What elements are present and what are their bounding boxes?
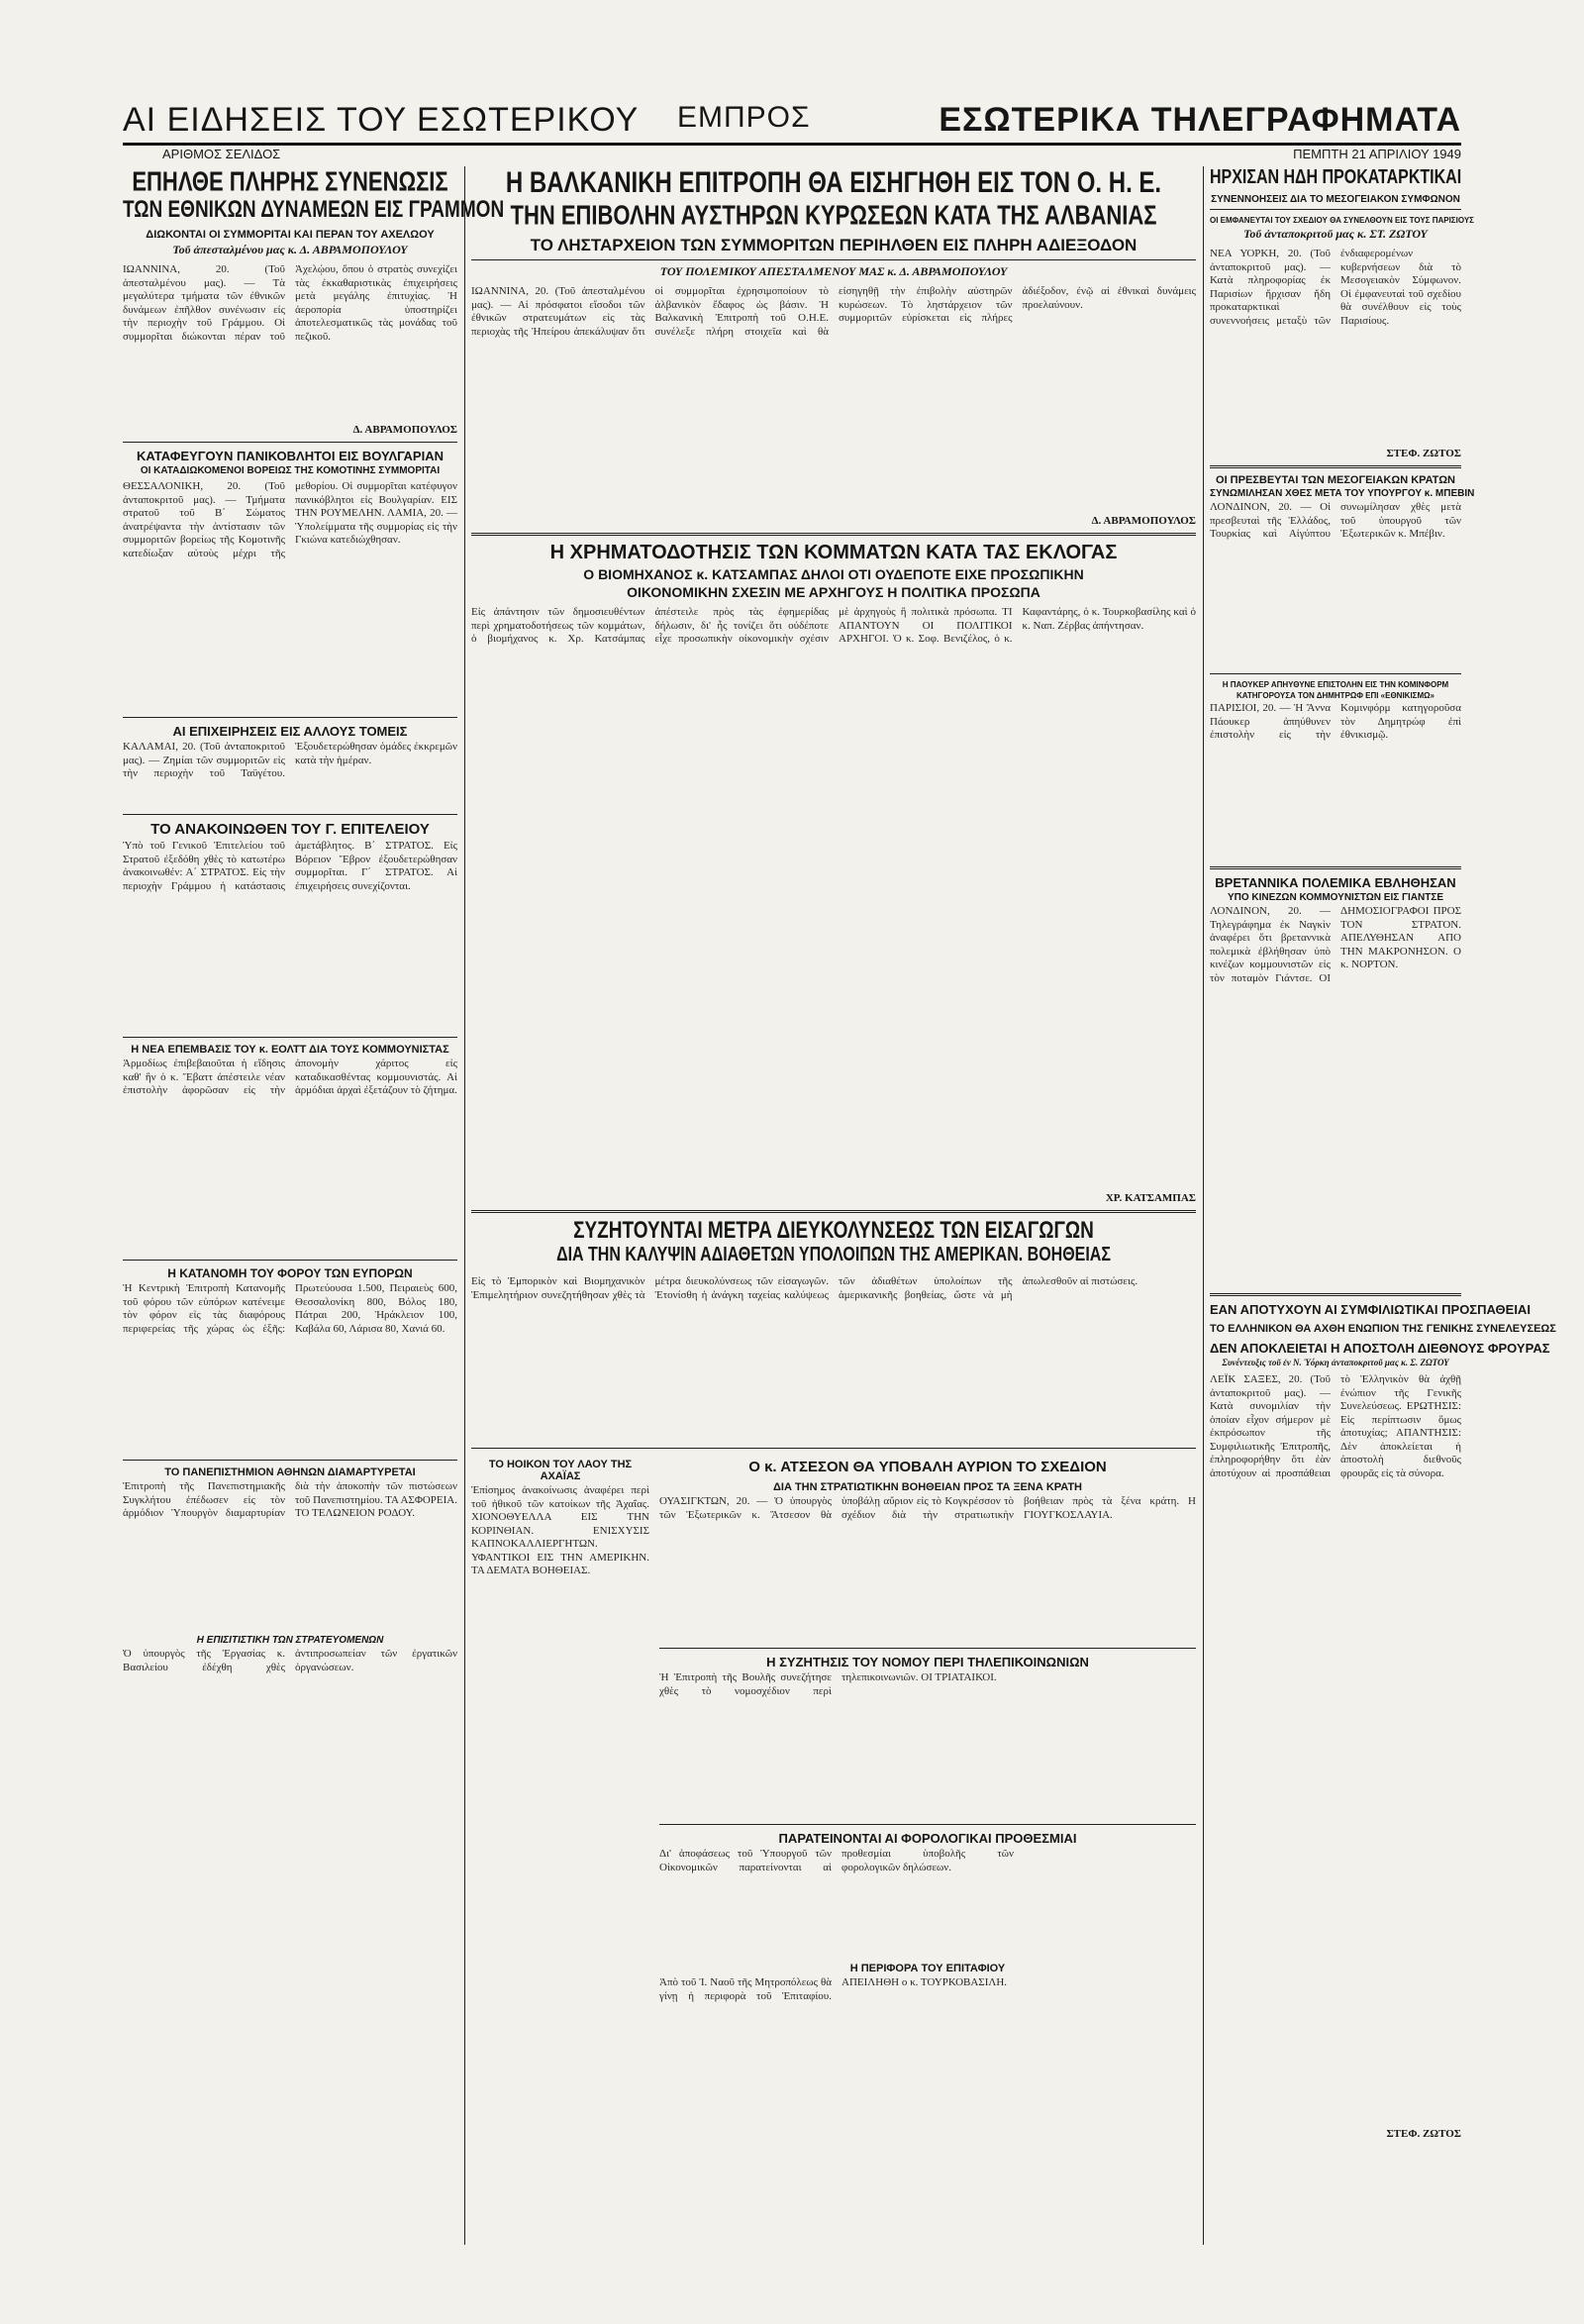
subhead: ΔΙΑ ΤΗΝ ΣΤΡΑΤΙΩΤΙΚΗΝ ΒΟΗΘΕΙΑΝ ΠΡΟΣ ΤΑ ΞΕΝΑ ΚΡΑΤΗ [772,1481,1082,1493]
divider [471,533,1196,536]
divider [123,442,457,443]
article-body: Ἡ Ἐπιτροπὴ τῆς Βουλῆς συνεζήτησε χθὲς τὸ νομοσχέδιον περὶ τηλεπικοινωνιῶν. ΟΙ ΤΡΙΑΤΑΙΚΟΙ. [659,1671,997,1697]
masthead-newspaper-name: ΕΜΠΡΟΣ [677,101,811,134]
headline: Η ΠΕΡΙΦΟΡΑ ΤΟΥ ΕΠΙΤΑΦΙΟΥ [849,1963,1006,1974]
article-body: ΛΟΝΔΙΝΟΝ, 20. — Τηλεγράφημα ἐκ Ναγκὶν ἀναφέρει ὅτι βρεταννικὰ πολεμικὰ ἐβλήθησαν ὑπὸ κινέζων κομμουνιστῶν εἰς τὸν ποταμὸν Γιάντσε. ΟΙ ΔΗΜΟΣΙΟΓΡΑΦΟΙ ΠΡΟΣ ΤΟΝ ΣΤΡΑΤΟΝ. ΑΠΕΛΥΘΗΣΑΝ ΑΠΟ ΤΗΝ ΜΑΚΡΟΝΗΣΟΝ. Ο κ. ΝΟΡΤΟΝ. [1210,905,1461,984]
article-body: Ἐπίσημος ἀνακοίνωσις ἀναφέρει περὶ τοῦ ἠθικοῦ τῶν κατοίκων τῆς Ἀχαΐας. ΧΙΟΝΟΘΥΕΛΛΑ ΕΙΣ ΤΗΝ ΚΟΡΙΝΘΙΑΝ. ΕΝΙΣΧΥΣΙΣ ΚΑΠΝΟΚΑΛΛΙΕΡΓΗΤΩΝ. ΥΦΑΝΤΙΚΟΙ ΕΙΣ ΤΗΝ ΑΜΕΡΙΚΗΝ. ΤΑ ΔΕΜΑΤΑ ΒΟΗΘΕΙΑΣ. [471,1484,649,1576]
headline: Η ΣΥΖΗΤΗΣΙΣ ΤΟΥ ΝΟΜΟΥ ΠΕΡΙ ΤΗΛΕΠΙΚΟΙΝΩΝΙΩΝ [766,1655,1089,1669]
signature: ΣΤΕΦ. ΖΩΤΟΣ [1386,2128,1461,2140]
divider [123,814,457,815]
headline: Η ΒΑΛΚΑΝΙΚΗ ΕΠΙΤΡΟΠΗ ΘΑ ΕΙΣΗΓΗΘΗ ΕΙΣ ΤΟΝ Ο. Η. Ε. [505,165,1162,200]
byline: Συνέντευξις τοῦ ἐν Ν. Ὑόρκη ἀνταποκριτοῦ μας κ. Σ. ΖΩΤΟΥ [1222,1358,1449,1367]
headline: ΕΑΝ ΑΠΟΤΥΧΟΥΝ ΑΙ ΣΥΜΦΙΛΙΩΤΙΚΑΙ ΠΡΟΣΠΑΘΕΙΑΙ [1210,1302,1531,1317]
headline: ΣΥΖΗΤΟΥΝΤΑΙ ΜΕΤΡΑ ΔΙΕΥΚΟΛΥΝΣΕΩΣ ΤΩΝ ΕΙΣΑΓΩΓΩΝ [573,1217,1094,1244]
subhead: ΔΙΩΚΟΝΤΑΙ ΟΙ ΣΥΜΜΟΡΙΤΑΙ ΚΑΙ ΠΕΡΑΝ ΤΟΥ ΑΧΕΛΩΟΥ [146,229,435,241]
subhead: ΤΟ ΛΗΣΤΑΡΧΕΙΟΝ ΤΩΝ ΣΥΜΜΟΡΙΤΩΝ ΠΕΡΙΗΛΘΕΝ ΕΙΣ ΠΛΗΡΗ ΑΔΙΕΞΟΔΟΝ [530,236,1138,254]
divider [123,717,457,718]
divider [659,1648,1196,1649]
article-body: ΛΟΝΔΙΝΟΝ, 20. — Οἱ πρεσβευταὶ τῆς Ἑλλάδος, Τουρκίας καὶ Αἰγύπτου συνωμίλησαν χθὲς μετὰ τοῦ ὑπουργοῦ τῶν Ἐξωτερικῶν κ. Μπέβιν. [1210,501,1461,540]
side-articles [471,1453,649,2078]
subhead: ΣΥΝΕΝΝΟΗΣΕΙΣ ΔΙΑ ΤΟ ΜΕΣΟΓΕΙΑΚΟΝ ΣΥΜΦΩΝΟΝ [1211,194,1460,205]
headline: ΒΡΕΤΑΝΝΙΚΑ ΠΟΛΕΜΙΚΑ ΕΒΛΗΘΗΣΑΝ [1215,875,1456,890]
article-body: ΝΕΑ ΥΟΡΚΗ, 20. (Τοῦ ἀνταποκριτοῦ μας). — Κατὰ πληροφορίας ἐκ Παρισίων ἤρχισαν ἤδη προκαταρκτικαὶ συνεννοήσεις μεταξὺ τῶν ἐνδιαφερομένων κυβερνήσεων διὰ τὸ Μεσογειακὸν Σύμφωνον. Οἱ ἐμφανευταὶ τοῦ σχεδίου θὰ συνέλθουν εἰς τοὺς Παρισίους. [1210,248,1461,327]
headline: ΗΡΧΙΣΑΝ ΗΔΗ ΠΡΟΚΑΤΑΡΚΤΙΚΑΙ [1210,166,1462,188]
article-body: Εἰς ἀπάντησιν τῶν δημοσιευθέντων περὶ χρηματοδοτήσεως τῶν κομμάτων, ὁ βιομήχανος κ. Χρ. Κατσάμπας ἀπέστειλε πρὸς τὰς ἐφημερίδας δήλωσιν, δι' ἧς τονίζει ὅτι οὐδέποτε εἶχε προσωπικὴν οἰκονομικὴν σχέσιν μὲ ἀρχηγοὺς ἢ πολιτικὰ πρόσωπα. ΤΙ ΑΠΑΝΤΟΥΝ ΟΙ ΠΟΛΙΤΙΚΟΙ ΑΡΧΗΓΟΙ. Ὁ κ. Σοφ. Βενιζέλος, ὁ κ. Καφαντάρης, ὁ κ. Τουρκοβασίλης καὶ ὁ κ. Ναπ. Ζέρβας ἀπήντησαν. [471,606,1196,645]
headline: Η ΚΑΤΑΝΟΜΗ ΤΟΥ ΦΟΡΟΥ ΤΩΝ ΕΥΠΟΡΩΝ [167,1266,413,1280]
byline: ΤΟΥ ΠΟΛΕΜΙΚΟΥ ΑΠΕΣΤΑΛΜΕΝΟΥ ΜΑΣ κ. Δ. ΑΒΡΑΜΟΠΟΥΛΟΥ [659,264,1008,278]
subhead: Η ΕΠΙΣΙΤΙΣΤΙΚΗ ΤΩΝ ΣΤΡΑΤΕΥΟΜΕΝΩΝ [196,1635,384,1646]
byline: Τοῦ ἀνταποκριτοῦ μας κ. ΣΤ. ΖΩΤΟΥ [1243,227,1428,241]
byline: Τοῦ ἀπεσταλμένου μας κ. Δ. ΑΒΡΑΜΟΠΟΥΛΟΥ [172,243,408,256]
masthead-section-title: ΑΙ ΕΙΔΗΣΕΙΣ ΤΟΥ ΕΣΩΤΕΡΙΚΟΥ [123,101,640,139]
divider [659,1824,1196,1825]
center-column [471,165,1196,2238]
article-body: Ἀρμοδίως ἐπιβεβαιοῦται ἡ εἴδησις καθ' ἣν ὁ κ. Ἔβαττ ἀπέστειλε νέαν ἐπιστολὴν ἀφορῶσαν εἰς τὴν ἀπονομὴν χάριτος εἰς καταδικασθέντας κομμουνιστάς. Αἱ ἁρμόδιαι ἀρχαὶ ἐξετάζουν τὸ ζήτημα. [123,1058,457,1096]
divider [1210,465,1461,468]
lower-center-block [471,1453,1196,2078]
headline: ΔΙΑ ΤΗΝ ΚΑΛΥΨΙΝ ΑΔΙΑΘΕΤΩΝ ΥΠΟΛΟΙΠΩΝ ΤΗΣ ΑΜΕΡΙΚΑΝ. ΒΟΗΘΕΙΑΣ [556,1244,1111,1265]
masthead-rule [123,143,1461,146]
divider [1210,1293,1461,1296]
article-body: ΙΩΑΝΝΙΝΑ, 20. (Τοῦ ἀπεσταλμένου μας). — Αἱ πρόσφατοι εἴσοδοι τῶν ἐθνικῶν στρατευμάτων εἰς τὰς περιοχὰς τῆς Ἠπείρου ἀπεκάλυψαν ὅτι οἱ συμμορῖται ἐχρησιμοποίουν τὸ ἀλβανικὸν ἔδαφος ὡς βάσιν. Ἡ Βαλκανικὴ Ἐπιτροπὴ τοῦ Ο.Η.Ε. συνέλεξε πλήρη στοιχεῖα καὶ θὰ εἰσηγηθῇ τὴν ἐπιβολὴν αὐστηρῶν κυρώσεων. Τὸ ληστάρχειον τῶν συμμοριτῶν εὑρίσκεται εἰς πλήρες ἀδιέξοδον, ἐνῷ αἱ ἐθνικαὶ δυνάμεις προελαύνουν. [471,285,1196,338]
divider [123,1460,457,1461]
subhead: ΟΙΚΟΝΟΜΙΚΗΝ ΣΧΕΣΙΝ ΜΕ ΑΡΧΗΓΟΥΣ Η ΠΟΛΙΤΙΚΑ ΠΡΟΣΩΠΑ [627,584,1040,600]
divider [471,1210,1196,1213]
headline: ΤΟ ΗΟΙΚΟΝ ΤΟΥ ΛΑΟΥ ΤΗΣ ΑΧΑΪΑΣ [488,1459,633,1482]
subhead: Ο ΒΙΟΜΗΧΑΝΟΣ κ. ΚΑΤΣΑΜΠΑΣ ΔΗΛΟΙ ΟΤΙ ΟΥΔΕΠΟΤΕ ΕΙΧΕ ΠΡΟΣΩΠΙΚΗΝ [583,566,1084,582]
article-body: ΛΕΪΚ ΣΑΞΕΣ, 20. (Τοῦ ἀνταποκριτοῦ μας). — Κατὰ συνομιλίαν τὴν ὁποίαν εἶχον σήμερον μὲ ἐκπρόσωπον τῆς Συμφιλιωτικῆς Ἐπιτροπῆς, ἐπληροφορήθην ὅτι ἐὰν ἀποτύχουν αἱ προσπάθειαι τὸ Ἑλληνικὸν θὰ ἀχθῇ ἐνώπιον τῆς Γενικῆς Συνελεύσεως. ΕΡΩΤΗΣΙΣ: Εἰς περίπτωσιν ὅμως ἀποτυχίας; ΑΠΑΝΤΗΣΙΣ: Δὲν ἀποκλείεται ἡ ἀποστολὴ διεθνοῦς φρουρᾶς εἰς τὰ σύνορα. [1210,1373,1461,1479]
divider [123,1037,457,1038]
article-body: Ἀπὸ τοῦ Ἱ. Ναοῦ τῆς Μητροπόλεως θὰ γίνῃ ἡ περιφορὰ τοῦ Ἐπιταφίου. ΑΠΕΙΛΗΘΗ ο κ. ΤΟΥΡΚΟΒΑΣΙΛΗ. [659,1976,1008,2002]
page-number-label: ΑΡΙΘΜΟΣ ΣΕΛΙΔΟΣ [162,147,281,161]
subhead: ΥΠΟ ΚΙΝΕΖΩΝ ΚΟΜΜΟΥΝΙΣΤΩΝ ΕΙΣ ΓΙΑΝΤΣΕ [1227,892,1444,903]
headline: ΑΙ ΕΠΙΧΕΙΡΗΣΕΙΣ ΕΙΣ ΑΛΛΟΥΣ ΤΟΜΕΙΣ [172,724,408,739]
headline: ΤΟ ΠΑΝΕΠΙΣΤΗΜΙΟΝ ΑΘΗΝΩΝ ΔΙΑΜΑΡΤΥΡΕΤΑΙ [164,1466,416,1478]
headline: ΤΗΝ ΕΠΙΒΟΛΗΝ ΑΥΣΤΗΡΩΝ ΚΥΡΩΣΕΩΝ ΚΑΤΑ ΤΗΣ ΑΛΒΑΝΙΑΣ [510,199,1157,231]
article-body: ΚΑΛΑΜΑΙ, 20. (Τοῦ ἀνταποκριτοῦ μας). — Ζημίαι τῶν συμμοριτῶν εἰς τὴν περιοχὴν τοῦ Ταϋγέτου. Ἐξουδετερώθησαν ὁμάδες ἐκκρεμῶν κατὰ τὴν ἡμέραν. [123,741,457,779]
headline: ΕΠΗΛΘΕ ΠΛΗΡΗΣ ΣΥΝΕΝΩΣΙΣ [132,165,448,197]
main-lower-articles [659,1453,1196,2078]
divider [1210,209,1461,210]
headline: ΤΟ ΕΛΛΗΝΙΚΟΝ ΘΑ ΑΧΘΗ ΕΝΩΠΙΟΝ ΤΗΣ ΓΕΝΙΚΗΣ ΣΥΝΕΛΕΥΣΕΩΣ [1210,1323,1556,1335]
divider [1210,673,1461,674]
headline: Η ΝΕΑ ΕΠΕΜΒΑΣΙΣ ΤΟΥ κ. ΕΟΛΤΤ ΔΙΑ ΤΟΥΣ ΚΟΜΜΟΥΝΙΣΤΑΣ [131,1044,449,1056]
divider [471,259,1196,260]
article-body: Εἰς τὸ Ἐμπορικὸν καὶ Βιομηχανικὸν Ἐπιμελητήριον συνεζητήθησαν χθὲς τὰ μέτρα διευκολύνσεως τῶν εἰσαγωγῶν. Ἐτονίσθη ἡ ἀνάγκη ταχείας καλύψεως τῶν ἀδιαθέτων ὑπολοίπων τῆς ἀμερικανικῆς βοηθείας, ὥστε νὰ μὴ ἀπωλεσθοῦν αἱ πιστώσεις. [471,1275,1138,1301]
right-column [1210,166,1475,1277]
subhead: ΟΙ ΚΑΤΑΔΙΩΚΟΜΕΝΟΙ ΒΟΡΕΙΩΣ ΤΗΣ ΚΟΜΟΤΙΝΗΣ ΣΥΜΜΟΡΙΤΑΙ [140,465,441,476]
issue-date: ΠΕΜΠΤΗ 21 ΑΠΡΙΛΙΟΥ 1949 [1293,147,1461,161]
headline: ΤΟ ΑΝΑΚΟΙΝΩΘΕΝ ΤΟΥ Γ. ΕΠΙΤΕΛΕΙΟΥ [150,821,430,838]
right-bottom-article [1210,1287,1556,2238]
article-body: Ὑπὸ τοῦ Γενικοῦ Ἐπιτελείου τοῦ Στρατοῦ ἐξεδόθη χθὲς τὸ κατωτέρω ἀνακοινωθέν: Α΄ ΣΤΡΑΤΟΣ. Εἰς τὴν περιοχὴν Γράμμου ἡ κατάστασις ἀμετάβλητος. Β΄ ΣΤΡΑΤΟΣ. Εἰς Βόρειον Ἕβρον ἐξουδετερώθησαν συμμορῖται. Γ΄ ΣΤΡΑΤΟΣ. Αἱ ἐπιχειρήσεις συνεχίζονται. [123,840,457,892]
subhead: ΚΑΤΗΓΟΡΟΥΣΑ ΤΟΝ ΔΗΜΗΤΡΩΦ ΕΠΙ «ΕΘΝΙΚΙΣΜΩ» [1236,691,1435,700]
article-body: Ἐπιτροπὴ τῆς Πανεπιστημιακῆς Συγκλήτου ἐπέδωσεν εἰς τὸν ἁρμόδιον Ὑπουργὸν διαμαρτυρίαν διὰ τὴν ἀποκοπὴν τῶν πιστώσεων τοῦ Πανεπιστημίου. ΤΑ ΑΣΦΟΡΕΙΑ. ΤΟ ΤΕΛΩΝΕΙΟΝ ΡΟΔΟΥ. [123,1480,457,1519]
subhead: ΣΥΝΩΜΙΛΗΣΑΝ ΧΘΕΣ ΜΕΤΑ ΤΟΥ ΥΠΟΥΡΓΟΥ κ. ΜΠΕΒΙΝ [1210,488,1475,499]
left-column [123,165,505,2238]
headline: Ο κ. ΑΤΣΕΣΟΝ ΘΑ ΥΠΟΒΑΛΗ ΑΥΡΙΟΝ ΤΟ ΣΧΕΔΙΟΝ [748,1459,1107,1475]
headline: Η ΠΑΟΥΚΕΡ ΑΠΗΥΘΥΝΕ ΕΠΙΣΤΟΛΗΝ ΕΙΣ ΤΗΝ ΚΟΜΙΝΦΟΡΜ [1222,680,1449,689]
article-body: ΠΑΡΙΣΙΟΙ, 20. — Ἡ Ἄννα Πάουκερ ἀπηύθυνεν ἐπιστολὴν εἰς τὴν Κομινφόρμ κατηγοροῦσα τὸν Δημητρώφ ἐπὶ ἐθνικισμῷ. [1210,702,1461,741]
divider [123,1260,457,1261]
signature: Δ. ΑΒΡΑΜΟΠΟΥΛΟΣ [352,424,457,436]
masthead [123,101,1461,160]
article-body: Ὁ ὑπουργὸς τῆς Ἐργασίας κ. Βασιλείου ἐδέχθη χθὲς ἀντιπροσωπείαν τῶν ἐργατικῶν ὀργανώσεων. [123,1648,457,1673]
divider [1210,866,1461,869]
masthead-right-title: ΕΣΩΤΕΡΙΚΑ ΤΗΛΕΓΡΑΦΗΜΑΤΑ [939,101,1461,139]
divider [471,1448,1196,1449]
article-body: ΘΕΣΣΑΛΟΝΙΚΗ, 20. (Τοῦ ἀνταποκριτοῦ μας). — Τμήματα στρατοῦ τοῦ Β΄ Σώματος ἀνατρέψαντα τὴν ἀντίστασιν τῶν συμμοριτῶν βορείως τῆς Κομοτινῆς κατεδίωξαν αὐτοὺς μέχρι τῆς μεθορίου. Οἱ συμμορῖται κατέφυγον πανικόβλητοι εἰς Βουλγαρίαν. ΕΙΣ ΤΗΝ ΡΟΥΜΕΛΗΝ. ΛΑΜΙΑ, 20. — Ὑπολείμματα τῆς συμμορίας εἰς τὴν Γκιώνα κατεδιώχθησαν. [123,480,457,559]
column-divider [464,166,465,2245]
subhead: ΟΙ ΕΜΦΑΝΕΥΤΑΙ ΤΟΥ ΣΧΕΔΙΟΥ ΘΑ ΣΥΝΕΛΘΟΥΝ ΕΙΣ ΤΟΥΣ ΠΑΡΙΣΙΟΥΣ [1210,216,1474,225]
article-body: Ἡ Κεντρικὴ Ἐπιτροπὴ Κατανομῆς τοῦ φόρου τῶν εὐπόρων κατένειμε τὸν φόρον εἰς τὰς διαφόρους περιφερείας τῆς χώρας ὡς ἑξῆς: Πρωτεύουσα 1.500, Πειραιεὺς 600, Θεσσαλονίκη 800, Βόλος 180, Πάτραι 200, Ἡράκλειον 100, Καβάλα 60, Λάρισα 80, Χανιά 60. [123,1282,457,1335]
headline: ΤΩΝ ΕΘΝΙΚΩΝ ΔΥΝΑΜΕΩΝ ΕΙΣ ΓΡΑΜΜΟΝ [123,196,505,223]
article-body: Δι' ἀποφάσεως τοῦ Ὑπουργοῦ τῶν Οἰκονομικῶν παρατείνονται αἱ προθεσμίαι ὑποβολῆς τῶν φορολογικῶν δηλώσεων. [659,1848,1014,1873]
article-body: ΟΥΑΣΙΓΚΤΩΝ, 20. — Ὁ ὑπουργὸς τῶν Ἐξωτερικῶν κ. Ἄτσεσον θὰ ὑποβάλῃ αὔριον εἰς τὸ Κογκρέσσον τὸ σχέδιον διὰ τὴν στρατιωτικὴν βοήθειαν πρὸς τὰ ξένα κράτη. Η ΓΙΟΥΓΚΟΣΛΑΥΙΑ. [659,1495,1196,1521]
headline: ΠΑΡΑΤΕΙΝΟΝΤΑΙ ΑΙ ΦΟΡΟΛΟΓΙΚΑΙ ΠΡΟΘΕΣΜΙΑΙ [778,1831,1077,1846]
headline: ΟΙ ΠΡΕΣΒΕΥΤΑΙ ΤΩΝ ΜΕΣΟΓΕΙΑΚΩΝ ΚΡΑΤΩΝ [1216,474,1455,486]
article-body: ΙΩΑΝΝΙΝΑ, 20. (Τοῦ ἀπεσταλμένου μας). — Τὰ μεγαλύτερα τμήματα τῶν ἐθνικῶν δυνάμεων ἐπῆλθον συνένωσιν εἰς τὴν περιοχὴν τοῦ Γράμμου. Οἱ συμμορῖται διώκονται πέραν τοῦ Ἀχελῴου, ὅπου ὁ στρατὸς συνεχίζει τὰς ἐκκαθαριστικὰς ἐπιχειρήσεις μετὰ μεγάλης ἐπιτυχίας. Ἡ ἀεροπορία ὑποστηρίζει ἀποτελεσματικῶς τὰς μονάδας τοῦ πεζικοῦ. [123,263,457,343]
column-divider [1203,166,1204,2245]
headline: Η ΧΡΗΜΑΤΟΔΟΤΗΣΙΣ ΤΩΝ ΚΟΜΜΑΤΩΝ ΚΑΤΑ ΤΑΣ ΕΚΛΟΓΑΣ [549,542,1118,563]
headline: ΚΑΤΑΦΕΥΓΟΥΝ ΠΑΝΙΚΟΒΛΗΤΟΙ ΕΙΣ ΒΟΥΛΓΑΡΙΑΝ [137,449,444,463]
signature: ΧΡ. ΚΑΤΣΑΜΠΑΣ [1105,1192,1196,1204]
headline: ΔΕΝ ΑΠΟΚΛΕΙΕΤΑΙ Η ΑΠΟΣΤΟΛΗ ΔΙΕΘΝΟΥΣ ΦΡΟΥΡΑΣ [1210,1341,1550,1356]
signature: Δ. ΑΒΡΑΜΟΠΟΥΛΟΣ [1091,515,1196,527]
signature: ΣΤΕΦ. ΖΩΤΟΣ [1386,448,1461,459]
